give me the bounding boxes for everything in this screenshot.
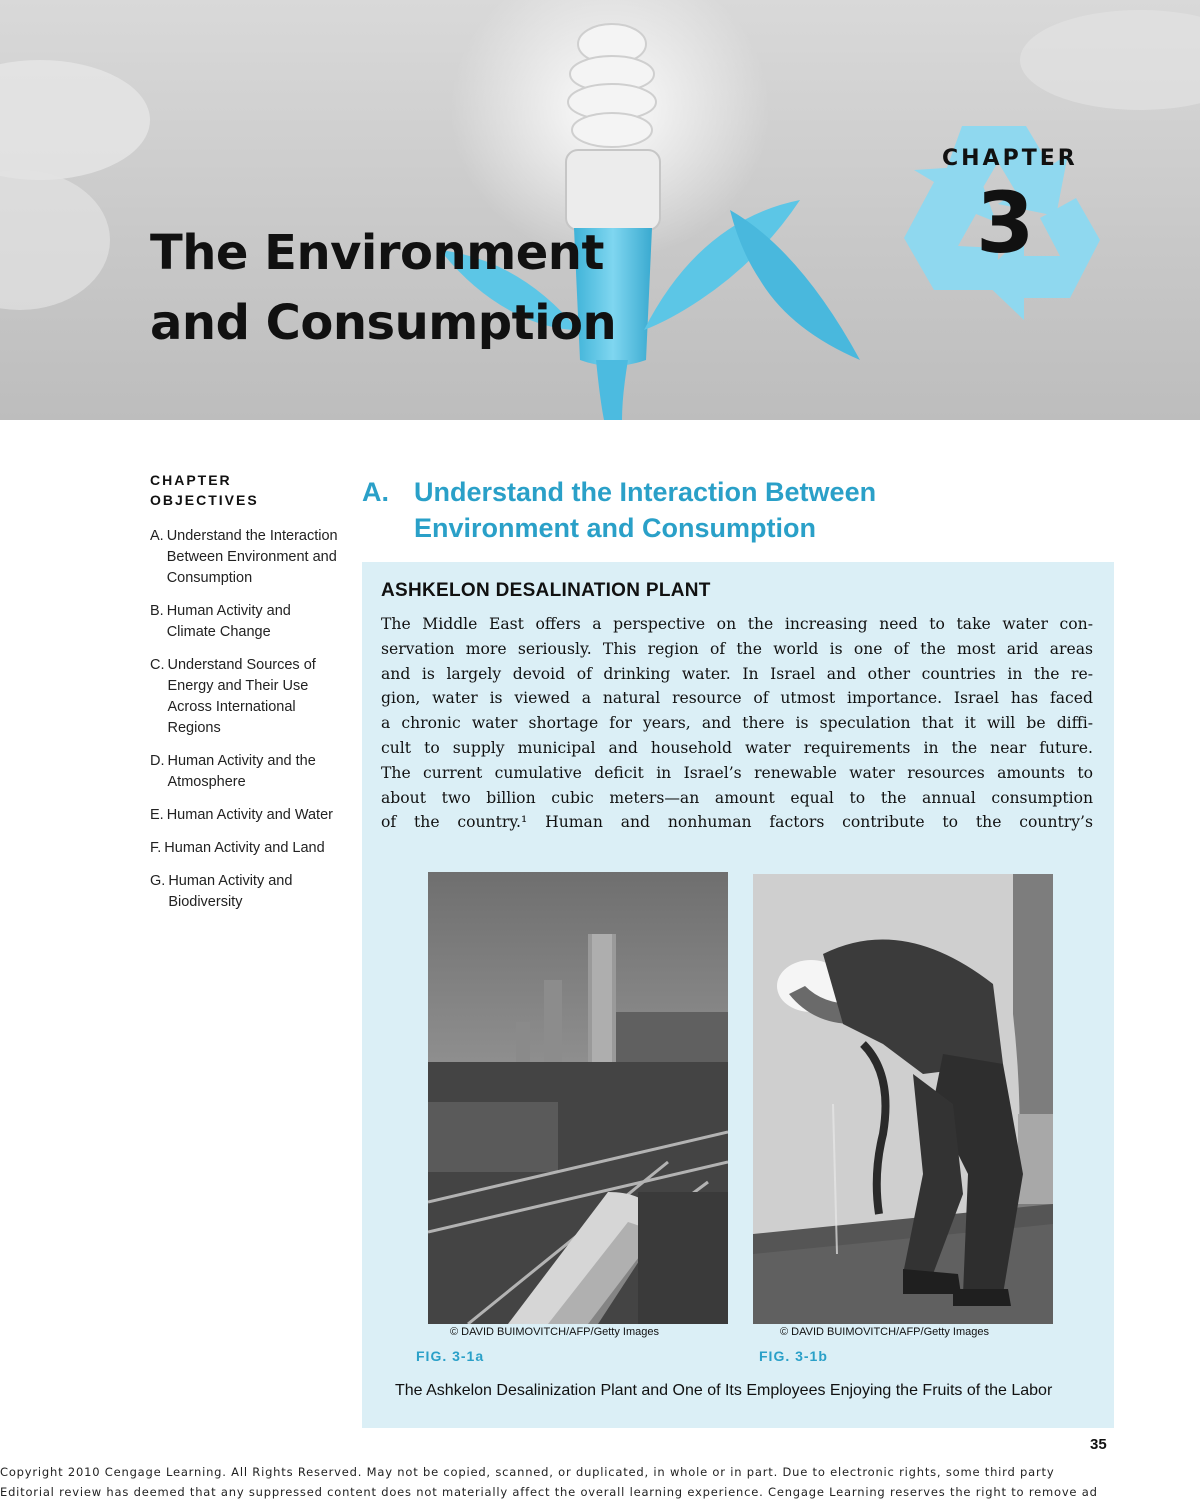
page-number: 35 — [1090, 1436, 1107, 1453]
objective-letter: C. — [150, 657, 165, 673]
objective-text: Understand the Interaction Between Environment and Consumption — [166, 528, 338, 586]
objective-text: Human Activity and Water — [166, 807, 333, 823]
worker-photo-drawing — [753, 874, 1053, 1324]
body-line: cult to supply municipal and household water requirements in the near future. — [381, 738, 1093, 757]
copyright-line1: Copyright 2010 Cengage Learning. All Rights Reserved. May not be copied, scanned, or duplicated, in whole or in part. Due to electronic rights, some third party — [0, 1465, 1055, 1479]
objective-item — [150, 655, 340, 739]
body-line: and is largely devoid of drinking water. In Israel and other countries in the re- — [381, 664, 1093, 683]
section-heading — [362, 474, 876, 546]
plant-photo-drawing — [428, 872, 728, 1324]
body-line: The current cumulative deficit in Israel’s renewable water resources amounts to — [381, 763, 1093, 782]
objective-item — [150, 805, 340, 826]
objective-letter: D. — [150, 753, 165, 769]
chapter-title-line2: and Consumption — [150, 295, 617, 351]
objective-text: Human Activity and Climate Change — [166, 603, 291, 640]
chapter-title-line1: The Environment — [150, 225, 604, 281]
objective-text: Human Activity and Land — [164, 840, 325, 856]
chapter-objectives — [150, 470, 340, 925]
figure-label-b: FIG. 3-1b — [759, 1348, 828, 1364]
body-line: about two billion cubic meters—an amount equal to the annual consumption — [381, 788, 1093, 807]
objective-item — [150, 526, 340, 589]
objective-letter: E. — [150, 807, 164, 823]
objective-text: Understand Sources of Energy and Their Use Across International Regions — [167, 657, 316, 736]
objective-text: Human Activity and the Atmosphere — [167, 753, 316, 790]
desalination-plant-photo — [428, 872, 728, 1324]
objective-letter: B. — [150, 603, 164, 619]
chapter-title — [150, 218, 616, 358]
objective-item — [150, 838, 340, 859]
objectives-heading — [150, 470, 340, 510]
section-title-line1: Understand the Interaction Between — [414, 477, 877, 507]
objectives-heading-line1: CHAPTER — [150, 472, 232, 488]
figure-label-a: FIG. 3-1a — [416, 1348, 485, 1364]
chapter-number: 3 — [976, 174, 1035, 272]
chapter-banner — [0, 0, 1200, 420]
body-line: gion, water is viewed a natural resource of utmost importance. Israel has faced — [381, 689, 1093, 708]
photo-credit-b: © DAVID BUIMOVITCH/AFP/Getty Images — [780, 1326, 989, 1338]
photo-credit-a: © DAVID BUIMOVITCH/AFP/Getty Images — [450, 1326, 659, 1338]
copyright-notice — [0, 1462, 1200, 1502]
body-line: of the country.¹ Human and nonhuman factors contribute to the country’s — [381, 813, 1093, 832]
feature-body — [381, 612, 1093, 835]
section-title-line2: Environment and Consumption — [414, 513, 816, 543]
copyright-line2: Editorial review has deemed that any suppressed content does not materially affect the overall learning experience. Cengage Learning reserves the right to remove ad — [0, 1485, 1098, 1499]
objective-letter: A. — [150, 528, 164, 544]
worker-drinking-photo — [753, 874, 1053, 1324]
figure-caption: The Ashkelon Desalinization Plant and One of Its Employees Enjoying the Fruits of the Labor — [395, 1382, 1053, 1399]
section-letter: A. — [362, 477, 389, 507]
objective-text: Human Activity and Biodiversity — [168, 873, 293, 910]
body-line: The Middle East offers a perspective on the increasing need to take water con- — [381, 615, 1093, 633]
feature-box — [362, 562, 1114, 1428]
objective-item — [150, 751, 340, 793]
feature-title: ASHKELON DESALINATION PLANT — [381, 580, 711, 601]
objective-letter: G. — [150, 873, 166, 889]
body-line: a chronic water shortage for years, and there is speculation that it will be diffi- — [381, 714, 1093, 733]
objective-item — [150, 871, 340, 913]
objectives-list — [150, 526, 340, 913]
section-title — [414, 474, 876, 546]
chapter-label: CHAPTER — [942, 146, 1078, 171]
objective-item — [150, 601, 340, 643]
body-line: servation more seriously. This region of the world is one of the most arid areas — [381, 639, 1093, 658]
objective-letter: F. — [150, 840, 162, 856]
objectives-heading-line2: OBJECTIVES — [150, 492, 259, 508]
